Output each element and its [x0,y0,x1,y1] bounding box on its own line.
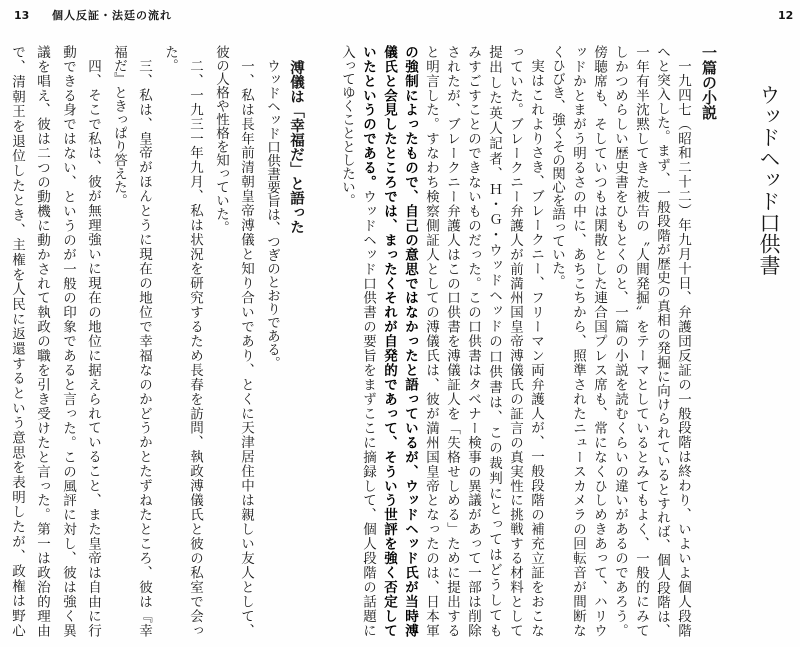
left-page-number: 13 [14,9,30,22]
quote-item-line: 動できる身ではない、というのが一般の印象であると言った。この風評に対し、彼は強く異 [60,45,76,637]
section-heading: 溥儀は「幸福だ」と語った [288,60,304,234]
quote-item-line: 一、私は長年前清朝皇帝溥儀と知り合いであり、とくに天津居住中は親しい友人として、 [238,59,254,637]
section-heading: 一篇の小説 [700,45,718,120]
quote-item-line: 三、私は、皇帝がほんとうに現在の地位で幸福なのかどうかとたずねたところ、彼は『幸 [136,59,152,637]
running-title: 個人反証・法廷の流れ [52,9,172,22]
body-text: ウッドヘッド口供書の要旨をまずここに摘録して、個人段階の話題に [360,189,376,637]
chapter-title: ウッドヘッド口供書 [757,84,781,276]
quote-item-line: 四、そこで私は、彼が無理強いに現在の地位に据えられていること、また皇帝は自由に行 [85,59,101,637]
body-line: と明言した。すなわち検察側証人としての溥儀氏は、彼が満州国皇帝となったのは、日本軍 [423,45,439,637]
quote-item-line: 福だ』ときっぱり答えた。 [111,45,127,207]
quote-item-line: 議を唱え、彼は二つの動機に動かされて執政の職を引き受けたと言った。第一は政治的理由 [34,45,50,637]
body-line: 実はこれよりさき、ブレークニー、フリーマン両弁護人が、一般段階の補充立証をおこな [528,59,544,637]
body-line: くひびき、強くその関心を語っていた。 [549,45,565,288]
quote-item-line: 彼の人格や性格を知っていた。 [213,45,229,234]
quote-item-line: で、清朝王を退位したとき、主権を人民に返還するという意思を表明したが、政権は野心 [9,45,25,637]
body-line: ッドかとまがう明るさの中に、あちこちから、照準されたニュースカメラの回転音が間断な [570,45,586,637]
quote-item-line: た。 [162,45,178,72]
body-line: っていた。ブレークニー弁護人が前満州国皇帝溥儀氏の証言の真実性に挑戦する材料として [507,45,523,637]
body-line-emphasis: の強制によったもので、自己の意思ではなかったと語っているが、ウッドヘッド氏が当時溥 [402,45,418,637]
body-line: 入ってゆくこととしたい。 [339,45,355,207]
body-line: ウッドヘッド口供書要旨は、つぎのとおりである。 [264,59,280,370]
body-line: 一年有半沈黙してきた被告の〝人間発掘〟をテーマとしているとみてもよく、一般的にみて [633,45,649,637]
body-line [358,45,378,637]
quote-item-line: 二、一九三一年九月、私は状況を研究するため長春を訪問、執政溥儀氏と彼の私室で会っ [187,59,203,637]
right-page-number: 12 [778,9,794,22]
body-line: されたが、ブレークニー弁護人はこの口供書を溥儀証人を「失格せしめる」ために提出する [444,45,460,637]
body-line: 提出した英人記者、Ｈ・Ｇ・ウッドヘッドの口供書は、この裁判にとってはどうしても [486,45,502,637]
body-line-emphasis: 儀氏と会見したところでは、まったくそれが自発的であって、そういう世評を強く否定して [381,45,397,637]
body-line: 傍聴席も、そしていつもは閑散とした連合国プレス席も、常になくひしめきあって、ハリウ [591,45,607,637]
body-line: へと突入した。まず、一般段階が歴史の真相の発掘に向けられているとすれば、個人段階は、 [654,45,670,637]
emphasis-text: いたというのである。 [360,45,376,190]
body-line: みすごすことのできないものだった。この口供書はタベナー検事の異議があって一部は削除 [465,45,481,637]
body-line: しかつめらしい歴史書をひもとくのと、一篇の小説を読むくらいの違いがあるのであろう。 [612,45,628,637]
body-line: 一九四七（昭和二十二）年九月十日、弁護団反証の一般段階は終わり、いよいよ個人段階 [675,59,691,637]
